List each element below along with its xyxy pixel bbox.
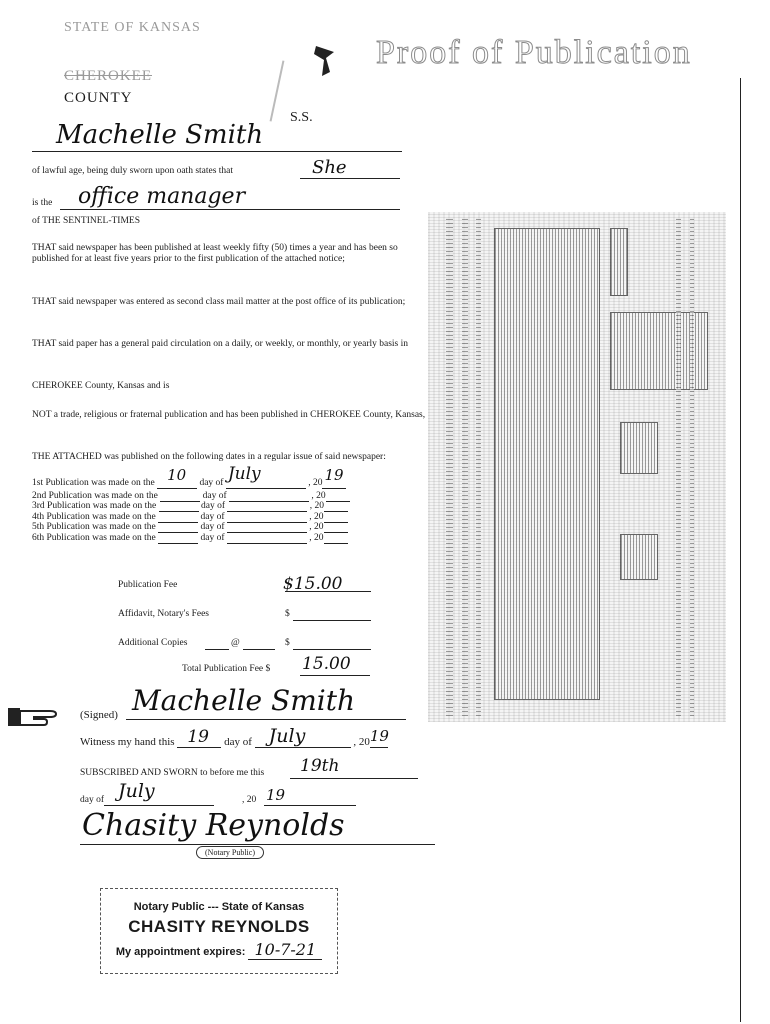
total-fee-label: Total Publication Fee $ — [182, 664, 271, 674]
page-title: Proof of Publication — [376, 34, 692, 71]
publication-row — [32, 533, 392, 544]
notary-signature: Chasity Reynolds — [82, 808, 345, 843]
witness-year-prefix: , 20 — [353, 736, 370, 748]
is-the-label: is the — [32, 198, 53, 208]
paragraph-second-class: THAT said newspaper was entered as second class mail matter at the post office of its publication; — [32, 297, 406, 307]
publication-year-prefix: , 20 — [309, 522, 324, 532]
stamp-appointment-value: 10-7-21 — [248, 940, 322, 960]
publication-label: 2nd Publication was made on the — [32, 490, 158, 501]
witness-label: Witness my hand this — [80, 736, 175, 748]
publication-year-prefix: , 20 — [309, 511, 324, 522]
affiant-position: office manager — [78, 184, 246, 209]
publication-year-prefix: , 20 — [309, 501, 325, 511]
publication-day-of: day of — [202, 490, 227, 501]
county-label: COUNTY — [64, 90, 133, 106]
publication-row — [32, 512, 392, 523]
additional-copies-label: Additional Copies — [118, 638, 188, 648]
affiant-name: Machelle Smith — [56, 120, 264, 150]
affiant-name-line — [32, 150, 402, 152]
signed-label: (Signed) — [80, 709, 118, 721]
witness-day: 19 — [187, 727, 209, 747]
publication-label: 3rd Publication was made on the — [32, 501, 157, 511]
publication-fee-value: $15.00 — [283, 574, 343, 594]
witness-month: July — [268, 725, 306, 747]
oath-text: of lawful age, being duly sworn upon oath states that — [32, 166, 234, 176]
publication-day-of: day of — [200, 522, 225, 532]
publication-row — [32, 464, 392, 491]
publication-day-of: day of — [201, 501, 226, 511]
subscribed-day: 19th — [300, 756, 340, 776]
state-line: STATE OF KANSAS — [64, 20, 201, 35]
publication-fee-label: Publication Fee — [118, 580, 178, 590]
additional-copies-at: @ — [231, 638, 240, 648]
publication-list — [32, 464, 392, 543]
publication-year-prefix: , 20 — [309, 532, 324, 543]
paragraph-attached: THE ATTACHED was published on the following dates in a regular issue of said newspaper: — [32, 452, 386, 462]
publication-row — [32, 491, 392, 502]
publication-label: 6th Publication was made on the — [32, 532, 156, 543]
publication-label: 5th Publication was made on the — [32, 522, 156, 532]
stamp-name: CHASITY REYNOLDS — [128, 917, 310, 936]
publication-year-prefix: , 20 — [311, 490, 326, 501]
publication-label: 4th Publication was made on the — [32, 511, 156, 522]
publication-row — [32, 522, 392, 533]
county-name: CHEROKEE — [64, 68, 152, 84]
bracket-mark — [270, 60, 285, 121]
notary-public-label: (Notary Public) — [196, 846, 264, 859]
ss-label: S.S. — [290, 110, 313, 125]
witness-line — [80, 725, 389, 748]
witness-day-of: day of — [224, 736, 252, 748]
publication-label: 1st Publication was made on the — [32, 478, 155, 488]
affidavit-fee-label: Affidavit, Notary's Fees — [118, 609, 209, 619]
notary-year: 19 — [266, 786, 286, 804]
publication-month: July — [227, 464, 261, 484]
publication-year: 19 — [324, 466, 344, 484]
attached-notice-image — [428, 212, 726, 722]
total-fee-value: 15.00 — [302, 654, 351, 674]
additional-copies-value: $ — [285, 638, 290, 648]
paragraph-county: CHEROKEE County, Kansas and is — [32, 381, 170, 391]
stamp-appointment-label: My appointment expires: — [115, 946, 246, 958]
pointing-hand-icon — [6, 702, 58, 732]
witness-year: 19 — [369, 727, 389, 745]
paragraph-not-trade: NOT a trade, religious or fraternal publication and has been published in CHEROKEE County, Kansas, — [32, 410, 426, 420]
notary-stamp — [100, 888, 338, 974]
publication-year-prefix: , 20 — [308, 478, 323, 488]
stamp-title: Notary Public --- State of Kansas — [133, 901, 305, 913]
paper-name: of THE SENTINEL-TIMES — [32, 216, 141, 226]
subscribed-label: SUBSCRIBED AND SWORN to before me this — [80, 768, 265, 778]
publication-day-of: day of — [199, 478, 224, 488]
affidavit-fee-value: $ — [285, 609, 290, 619]
publication-day-of: day of — [200, 532, 225, 543]
notary-month: July — [118, 780, 155, 802]
publication-row — [32, 501, 392, 512]
paragraph-weekly: THAT said newspaper has been published at least weekly fifty (50) times a year and has been so published for at least five years prior to the first publication of the attached notice; — [32, 243, 398, 264]
day-of-label: day of — [80, 795, 105, 805]
publication-day: 10 — [167, 466, 187, 484]
affiant-signature: Machelle Smith — [132, 684, 356, 717]
affiant-pronoun: She — [312, 157, 347, 178]
notary-year-prefix: , 20 — [242, 795, 257, 805]
publication-day-of: day of — [200, 511, 225, 522]
paragraph-circulation: THAT said paper has a general paid circulation on a daily, or weekly, or monthly, or yearly basis in — [32, 339, 409, 349]
page-edge-line — [740, 78, 741, 1022]
eagle-emblem — [312, 42, 338, 78]
